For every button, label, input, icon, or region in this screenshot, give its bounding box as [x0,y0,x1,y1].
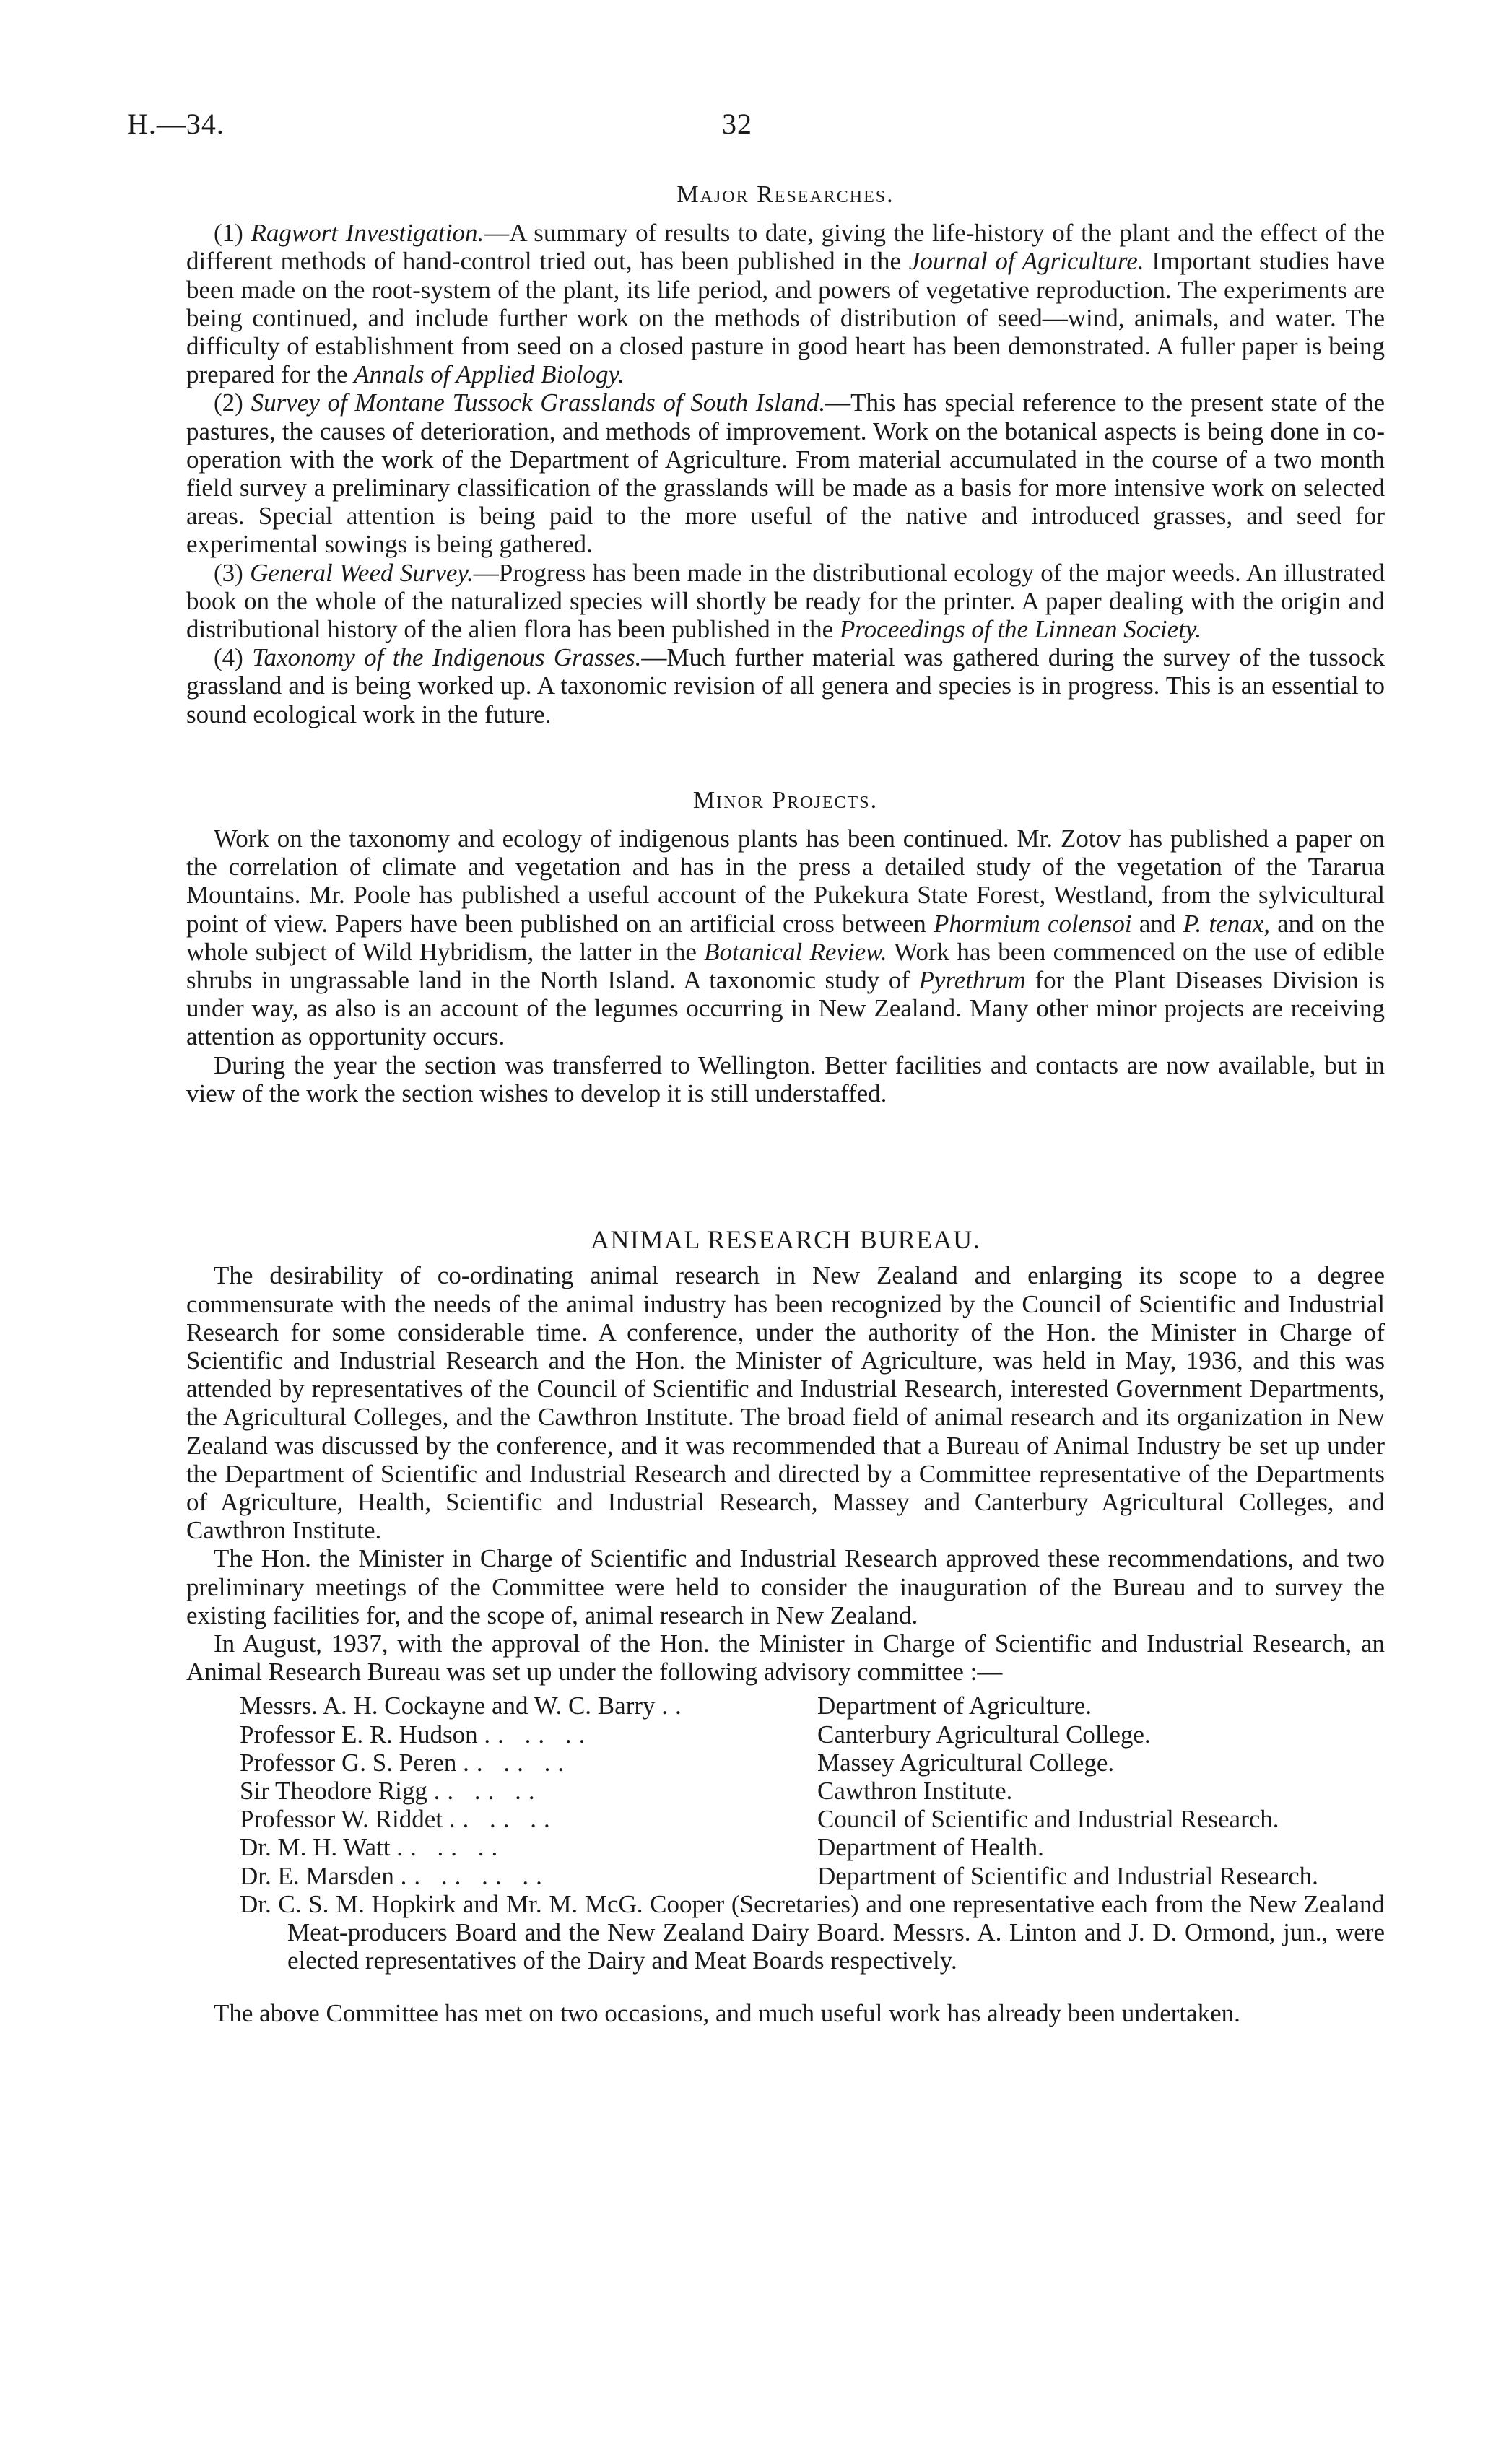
committee-row: Dr. E. Marsden .. .. .. .. Department of Scientific and Industrial Research. [240,1861,1318,1890]
paragraph-tussock-survey: (2) Survey of Montane Tussock Grasslands of South Island.—This has special reference to the present state of the pastures, the causes of deterioration, and methods of improvement. Work on the botanical aspects is being done in co-operation with the work of the Department of Agriculture. From material accumulated in the course of a two month field survey a preliminary classification of the grasslands will be made as a basis for more intensive work on selected areas. Special attention is being paid to the more useful of the native and introduced grasses, and seed for experimental sowings is being gathered. [186,388,1385,559]
page-content [186,180,1385,2028]
paragraph-ragwort: (1) Ragwort Investigation.—A summary of results to date, giving the life-history of the plant and the effect of the different methods of hand-control tried out, has been published in the Journal of Agriculture. Important studies have been made on the root-system of the plant, its life period, and powers of vegetative reproduction. The experiments are being continued, and include further work on the methods of distribution of seed—wind, animals, and water. The difficulty of establishment from seed on a closed pasture in good heart has been demonstrated. A fuller paper is being prepared for the Annals of Applied Biology. [186,219,1385,389]
paragraph-committee-closing: The above Committee has met on two occasions, and much useful work has already been undertaken. [214,1999,1240,2028]
advisory-committee-table [240,1692,1385,1889]
report-reference: H.—34. [127,108,225,140]
animal-research-bureau-heading: ANIMAL RESEARCH BUREAU. [590,1225,981,1255]
committee-row: Dr. M. H. Watt .. .. .. Department of Health. [240,1833,1044,1862]
minor-projects-heading: Minor Projects. [692,786,879,814]
major-researches-heading: Major Researches. [676,181,895,208]
page-number: 32 [722,108,752,140]
paragraph-weed-survey: (3) General Weed Survey.—Progress has been made in the distributional ecology of the major weeds. An illustrated book on the whole of the naturalized species will shortly be ready for the printer. A paper dealing with the origin and distributional history of the alien flora has been published in the Proceedings of the Linnean Society. [186,558,1385,644]
paragraph-grass-taxonomy: (4) Taxonomy of the Indigenous Grasses.—Much further material was gathered during the survey of the tussock grassland and is being worked up. A taxonomic revision of all genera and species is in progress. This is an essential to sound ecological work in the future. [186,643,1385,728]
committee-row: Sir Theodore Rigg .. .. .. Cawthron Institute. [240,1776,1013,1805]
paragraph-section-transfer: During the year the section was transferred to Wellington. Better facilities and contacts are now available, but in view of the work the section wishes to develop it is still understaffed. [186,1050,1385,1107]
paragraph-bureau-established: In August, 1937, with the approval of the Hon. the Minister in Charge of Scientific and Industrial Research, an Animal Research Bureau was set up under the following advisory committee :— [186,1629,1385,1686]
committee-row: Professor W. Riddet .. .. .. Council of Scientific and Industrial Research. [240,1805,1279,1834]
paragraph-minor-projects: Work on the taxonomy and ecology of indigenous plants has been continued. Mr. Zotov has published a paper on the correlation of climate and vegetation and has in the press a detailed study of the vegetation of the Tararua Mountains. Mr. Poole has published a useful account of the Pukekura State Forest, Westland, from the sylvicultural point of view. Papers have been published on an artificial cross between Phormium colensoi and P. tenax, and on the whole subject of Wild Hybridism, the latter in the Botanical Review. Work has been commenced on the use of edible shrubs in ungrassable land in the North Island. A taxonomic study of Pyrethrum for the Plant Diseases Division is under way, as also is an account of the legumes occurring in New Zealand. Many other minor projects are receiving attention as opportunity occurs. [186,824,1385,1051]
paragraph-bureau-desirability: The desirability of co-ordinating animal research in New Zealand and enlarging its scope to a degree commensurate with the needs of the animal industry has been recognized by the Council of Scientific and Industrial Research for some considerable time. A conference, under the authority of the Hon. the Minister in Charge of Scientific and Industrial Research and the Hon. the Minister of Agriculture, was held in May, 1936, and this was attended by representatives of the Council of Scientific and Industrial Research, interested Government Departments, the Agricultural Colleges, and the Cawthron Institute. The broad field of animal research and its organization in New Zealand was discussed by the conference, and it was recommended that a Bureau of Animal Industry be set up under the Department of Scientific and Industrial Research and directed by a Committee representative of the Departments of Agriculture, Health, Scientific and Industrial Research, Massey and Canterbury Agricultural Colleges, and Cawthron Institute. [186,1261,1385,1545]
committee-row: Professor G. S. Peren .. .. .. Massey Agricultural College. [240,1748,1115,1777]
committee-row: Messrs. A. H. Cockayne and W. C. Barry .. Department of Agriculture. [240,1692,1092,1720]
paragraph-secretaries: Dr. C. S. M. Hopkirk and Mr. M. McG. Cooper (Secretaries) and one representative each from the New Zealand Meat-producers Board and the New Zealand Dairy Board. Messrs. A. Linton and J. D. Ormond, jun., were elected representatives of the Dairy and Meat Boards respectively. [240,1889,1385,1975]
paragraph-minister-approval: The Hon. the Minister in Charge of Scientific and Industrial Research approved these recommendations, and two preliminary meetings of the Committee were held to consider the inauguration of the Bureau and to survey the existing facilities for, and the scope of, animal research in New Zealand. [186,1544,1385,1629]
committee-row: Professor E. R. Hudson .. .. .. Canterbury Agricultural College. [240,1720,1151,1749]
